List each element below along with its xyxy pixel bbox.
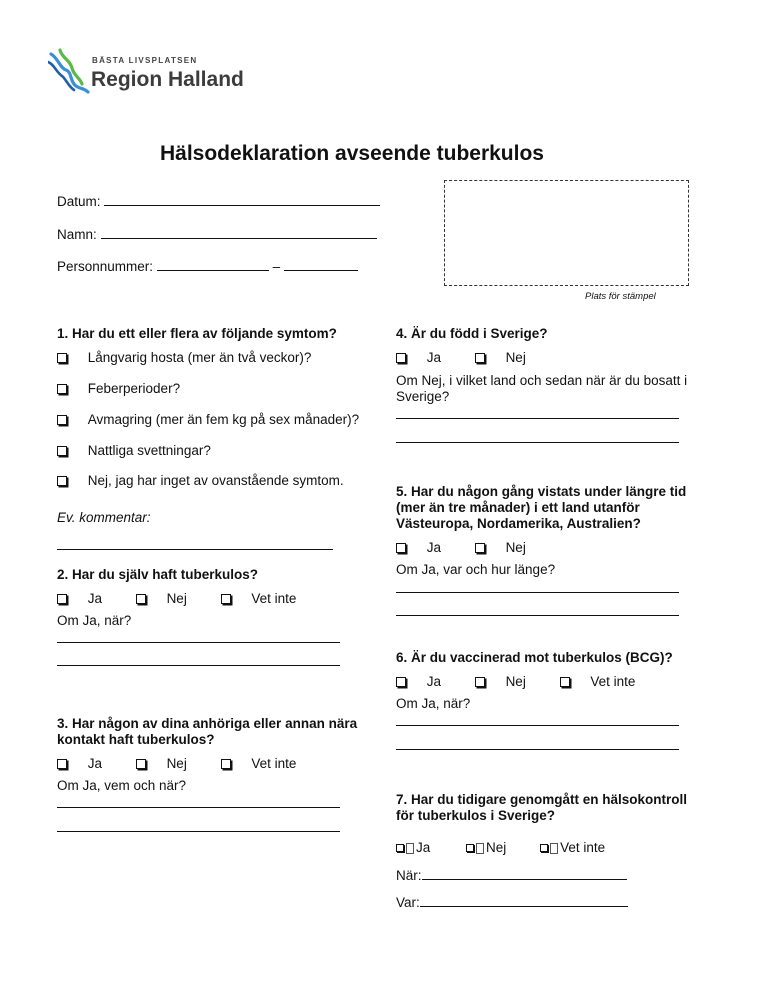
q7-var-label: Var:	[396, 895, 420, 910]
logo-name: Region Halland	[91, 68, 244, 91]
answer-line[interactable]	[396, 615, 679, 616]
q5-question-line-3: Västeuropa, Nordamerika, Australien?	[396, 516, 641, 531]
q5-option-nej: Nej	[505, 540, 526, 555]
personnummer-field[interactable]	[57, 258, 358, 275]
checkbox[interactable]	[396, 844, 404, 852]
q1-option-label: Nej, jag har inget av ovanstående symtom.	[87, 473, 344, 488]
q7-options	[396, 840, 605, 856]
q2-option-ja: Ja	[87, 591, 103, 606]
datum-line[interactable]	[104, 193, 380, 206]
checkbox[interactable]	[57, 446, 67, 456]
logo-tagline: BÄSTA LIVSPLATSEN	[92, 56, 198, 65]
q7-nar-field[interactable]	[396, 867, 627, 884]
q7-var-field[interactable]	[396, 894, 628, 911]
q7-question-line-1: 7. Har du tidigare genomgått en hälsokontroll	[396, 792, 688, 807]
q3-options	[57, 756, 296, 772]
personnummer-line-1[interactable]	[157, 258, 269, 271]
checkbox[interactable]	[57, 594, 67, 604]
q3-option-ja: Ja	[87, 756, 103, 771]
q3-option-vet-inte: Vet inte	[251, 756, 297, 771]
personnummer-line-2[interactable]	[284, 258, 358, 271]
answer-line[interactable]	[57, 665, 340, 666]
q7-nar-line[interactable]	[422, 867, 627, 880]
checkbox[interactable]	[475, 353, 485, 363]
checkbox[interactable]	[57, 353, 67, 363]
answer-line[interactable]	[396, 725, 679, 726]
logo-river-icon	[48, 48, 90, 94]
checkbox[interactable]	[540, 844, 548, 852]
q2-options	[57, 591, 296, 607]
q1-comment-line[interactable]	[57, 549, 333, 550]
q5-options	[396, 540, 526, 556]
checkbox[interactable]	[221, 594, 231, 604]
answer-line[interactable]	[396, 418, 679, 419]
q2-option-vet-inte: Vet inte	[251, 591, 297, 606]
q6-option-vet-inte: Vet inte	[590, 674, 636, 689]
answer-line[interactable]	[396, 749, 679, 750]
region-halland-logo	[48, 48, 244, 98]
q4-followup-line-1: Om Nej, i vilket land och sedan när är du bosatt i	[396, 373, 688, 388]
q3-question-line-2: kontakt haft tuberkulos?	[57, 732, 215, 747]
q1-option-label: Feberperioder?	[87, 381, 181, 396]
q1-option-label: Långvarig hosta (mer än två veckor)?	[87, 350, 312, 365]
checkbox[interactable]	[221, 759, 231, 769]
q3-option-nej: Nej	[166, 756, 187, 771]
q1-option[interactable]	[57, 473, 344, 489]
page-title: Hälsodeklaration avseende tuberkulos	[160, 142, 544, 165]
q5-option-ja: Ja	[426, 540, 442, 555]
answer-line[interactable]	[57, 642, 340, 643]
checkbox[interactable]	[136, 759, 146, 769]
q7-option-nej: Nej	[486, 840, 507, 855]
missing-glyph-icon	[550, 843, 558, 854]
q4-question: 4. Är du född i Sverige?	[396, 326, 548, 341]
q7-question-line-2: för tuberkulos i Sverige?	[396, 808, 556, 823]
namn-field[interactable]	[57, 226, 377, 243]
checkbox[interactable]	[396, 353, 406, 363]
checkbox[interactable]	[136, 594, 146, 604]
q4-option-ja: Ja	[426, 350, 442, 365]
personnummer-dash: –	[272, 259, 281, 274]
checkbox[interactable]	[396, 543, 406, 553]
q1-option[interactable]	[57, 412, 359, 428]
answer-line[interactable]	[57, 831, 340, 832]
missing-glyph-icon	[476, 843, 484, 854]
checkbox[interactable]	[57, 384, 67, 394]
q4-option-nej: Nej	[505, 350, 526, 365]
q1-question: 1. Har du ett eller flera av följande symtom?	[57, 326, 337, 341]
namn-label: Namn:	[57, 227, 97, 242]
checkbox[interactable]	[396, 677, 406, 687]
q1-option[interactable]	[57, 350, 311, 366]
q6-option-nej: Nej	[505, 674, 526, 689]
q3-followup: Om Ja, vem och när?	[57, 778, 187, 793]
q5-followup: Om Ja, var och hur länge?	[396, 562, 556, 577]
q5-question-line-2: (mer än tre månader) i ett land utanför	[396, 500, 640, 515]
q1-option[interactable]	[57, 443, 211, 459]
q6-followup: Om Ja, när?	[396, 696, 471, 711]
checkbox[interactable]	[560, 677, 570, 687]
personnummer-label: Personnummer:	[57, 259, 154, 274]
q1-comment-label: Ev. kommentar:	[57, 510, 151, 525]
q2-option-nej: Nej	[166, 591, 187, 606]
q1-option-label: Nattliga svettningar?	[87, 443, 211, 458]
namn-line[interactable]	[101, 226, 377, 239]
checkbox[interactable]	[475, 677, 485, 687]
q7-var-line[interactable]	[420, 894, 628, 907]
q7-option-vet-inte: Vet inte	[560, 840, 606, 855]
checkbox[interactable]	[57, 415, 67, 425]
answer-line[interactable]	[396, 442, 679, 443]
missing-glyph-icon	[406, 843, 414, 854]
q3-question-line-1: 3. Har någon av dina anhöriga eller annan nära	[57, 716, 358, 731]
stamp-area	[444, 180, 689, 286]
q2-question: 2. Har du själv haft tuberkulos?	[57, 567, 259, 582]
q4-followup-line-2: Sverige?	[396, 389, 450, 404]
datum-label: Datum:	[57, 194, 101, 209]
answer-line[interactable]	[57, 807, 340, 808]
checkbox[interactable]	[466, 844, 474, 852]
stamp-label: Plats för stämpel	[585, 291, 656, 302]
q6-option-ja: Ja	[426, 674, 442, 689]
q6-question: 6. Är du vaccinerad mot tuberkulos (BCG)?	[396, 650, 673, 665]
answer-line[interactable]	[396, 592, 679, 593]
checkbox[interactable]	[57, 759, 67, 769]
q1-option[interactable]	[57, 381, 180, 397]
checkbox[interactable]	[475, 543, 485, 553]
q5-question-line-1: 5. Har du någon gång vistats under längre tid	[396, 484, 687, 499]
checkbox[interactable]	[57, 476, 67, 486]
q1-option-label: Avmagring (mer än fem kg på sex månader)?	[87, 412, 360, 427]
q6-options	[396, 674, 635, 690]
datum-field[interactable]	[57, 193, 380, 210]
q7-option-ja: Ja	[416, 840, 431, 855]
q4-options	[396, 350, 526, 366]
q2-followup: Om Ja, när?	[57, 613, 132, 628]
q7-nar-label: När:	[396, 868, 422, 883]
